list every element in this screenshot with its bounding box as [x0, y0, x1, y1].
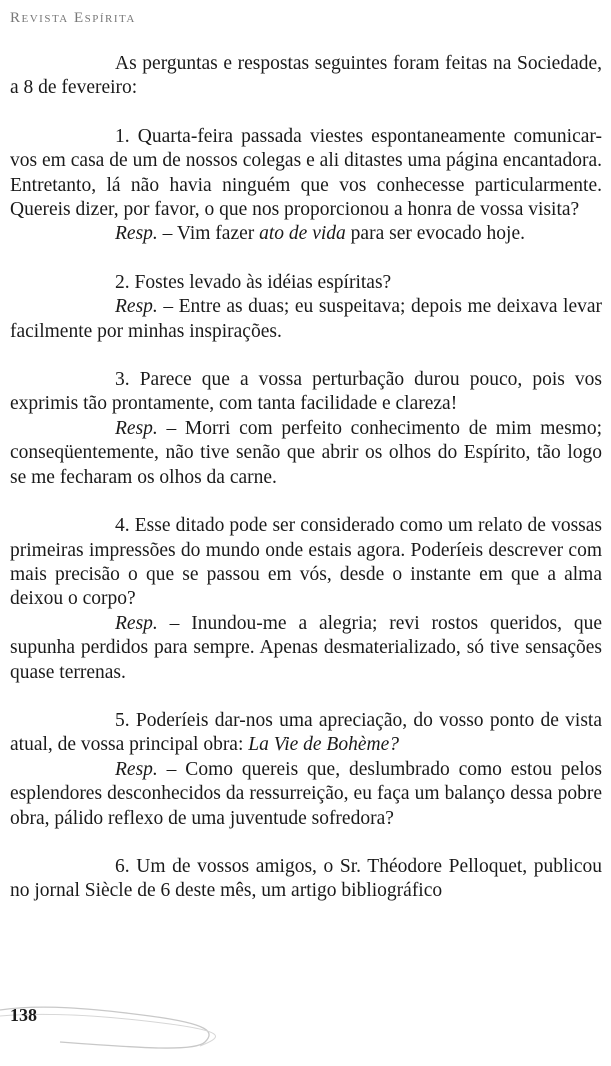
- question-5-pre: 5. Poderíeis dar-nos uma apreciação, do vosso ponto de vista atual, de vossa principal obra:: [10, 709, 602, 756]
- question-1: 1. Quarta-feira passada viestes espontaneamente comunicar-vos em casa de um de nossos colegas e ali ditastes uma página encantadora. Entretanto, lá não havia ninguém que vos conhecesse particularmente. Quereis dizer, por favor, o que nos proporcionou a honra de vossa visita?: [10, 125, 602, 221]
- answer-1-italic: ato de vida: [259, 223, 346, 245]
- question-5: [10, 709, 602, 758]
- answer-1-post: para ser evocado hoje.: [350, 223, 526, 245]
- resp-label: Resp.: [115, 296, 158, 318]
- page-number: 138: [10, 1005, 37, 1025]
- answer-3-text: – Morri com perfeito conhecimento de mim mesmo; conseqüentemente, não tive senão que abrir os olhos do Espírito, tão logo se me fecharam os olhos da carne.: [10, 417, 602, 488]
- answer-2-text: – Entre as duas; eu suspeitava; depois me deixava levar facilmente por minhas inspirações.: [10, 296, 602, 342]
- resp-label: Resp.: [115, 223, 158, 245]
- answer-5: [10, 758, 602, 831]
- question-3: 3. Parece que a vossa perturbação durou pouco, pois vos exprimis tão prontamente, com tanta facilidade e clareza!: [10, 369, 602, 415]
- question-2: 2. Fostes levado às idéias espíritas?: [115, 271, 392, 293]
- answer-5-text: – Como quereis que, deslumbrado como estou pelos esplendores desconhecidos da ressurreição, eu faça um balanço dessa pobre obra, pálido reflexo de uma juventude sofredora?: [10, 758, 603, 829]
- answer-4: [10, 612, 602, 685]
- answer-4-text: – Inundou-me a alegria; revi rostos queridos, que supunha perdidos para sempre. Apenas desmaterializado, só tive sensações quase terrenas.: [10, 612, 602, 683]
- question-4: 4. Esse ditado pode ser considerado como um relato de vossas primeiras impressões do mundo onde estais agora. Poderíeis descrever com mais precisão o que se passou em vós, desde o instante em que a alma deixou o corpo?: [10, 515, 602, 610]
- running-header: Revista Espírita: [10, 10, 136, 26]
- resp-label: Resp.: [115, 417, 158, 439]
- resp-label: Resp.: [115, 612, 158, 634]
- answer-2: [10, 295, 602, 344]
- answer-1-pre: – Vim fazer: [162, 223, 255, 245]
- page-body: [10, 52, 602, 904]
- page-footer: [0, 1002, 611, 1062]
- resp-label: Resp.: [115, 758, 158, 780]
- question-6: 6. Um de vossos amigos, o Sr. Théodore Pelloquet, publicou no jornal Siècle de 6 deste mês, um artigo bibliográfico: [10, 855, 602, 902]
- question-5-italic: La Vie de Bohème?: [248, 734, 399, 756]
- intro-paragraph: As perguntas e respostas seguintes foram feitas na Sociedade, a 8 de fevereiro:: [10, 53, 602, 99]
- answer-3: [10, 417, 602, 490]
- answer-1: [10, 222, 602, 246]
